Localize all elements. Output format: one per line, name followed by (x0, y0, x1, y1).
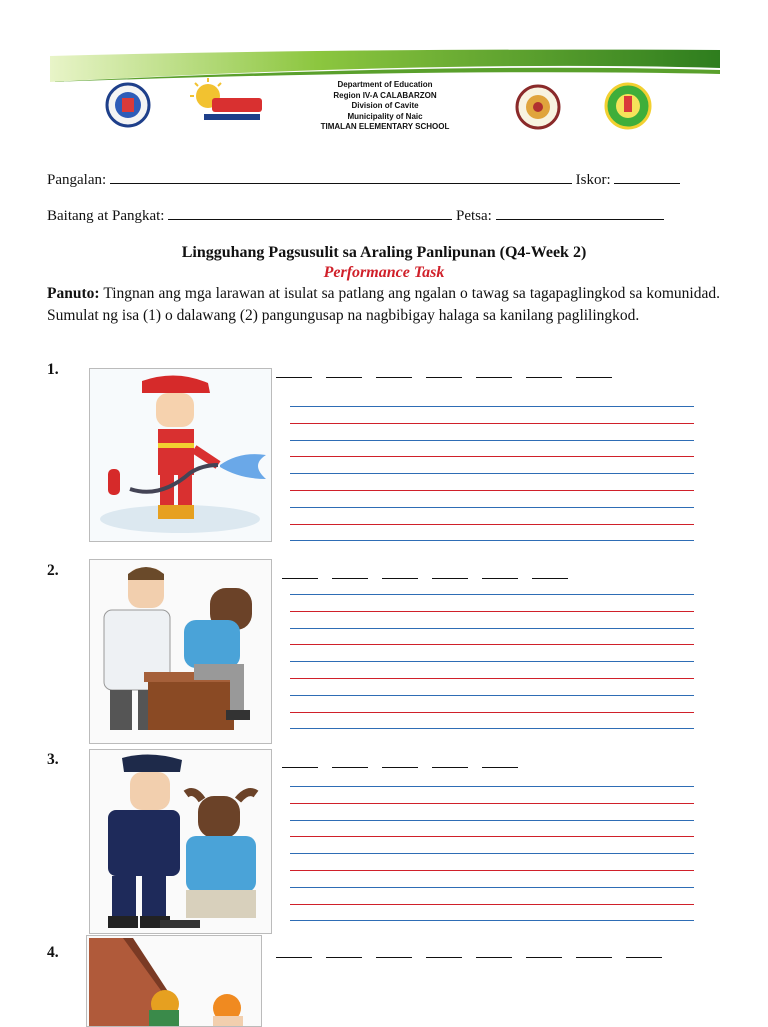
answer-blank[interactable] (276, 367, 312, 378)
answer-blank[interactable] (426, 947, 462, 958)
division-seal-icon (510, 84, 566, 130)
writing-lines-2[interactable] (290, 594, 694, 734)
deped-cavite-logo-icon (190, 78, 266, 126)
deped-seal-icon (100, 82, 156, 128)
grade-label: Baitang at Pangkat: (47, 208, 165, 224)
item-number-1: 1. (47, 361, 59, 378)
page-subtitle: Performance Task (323, 264, 445, 281)
header-line-2: Region IV-A CALABARZON (333, 90, 437, 100)
answer-blank[interactable] (576, 947, 612, 958)
page-title: Lingguhang Pagsusulit sa Araling Panlipunan (Q4-Week 2) (181, 244, 587, 261)
red-writing-line (290, 803, 694, 804)
answer-blank[interactable] (532, 568, 568, 579)
blue-writing-line (290, 473, 694, 474)
directions-text: Tingnan ang mga larawan at isulat sa patlang ang ngalan o tawag sa tagapaglingkod sa komunidad. Sumulat ng isa (1) o dalawang (2) pangungusap na nagbibigay halaga sa kanilang paglilingkod. (47, 285, 720, 324)
answer-blank[interactable] (282, 757, 318, 768)
answer-blank[interactable] (326, 367, 362, 378)
answer-blank[interactable] (326, 947, 362, 958)
score-label: Iskor: (575, 172, 611, 188)
answer-blank[interactable] (332, 757, 368, 768)
writing-lines-3[interactable] (290, 786, 694, 926)
name-label: Pangalan: (47, 172, 107, 188)
blue-writing-line (290, 920, 694, 921)
answer-blanks-2[interactable] (282, 567, 582, 584)
blue-writing-line (290, 820, 694, 821)
grade-date-row (47, 207, 664, 225)
answer-blank[interactable] (382, 568, 418, 579)
red-writing-line (290, 644, 694, 645)
answer-blank[interactable] (432, 568, 468, 579)
directions (47, 283, 720, 327)
answer-blank[interactable] (482, 757, 518, 768)
header-line-3: Division of Cavite (351, 101, 419, 110)
name-blank[interactable] (110, 171, 572, 184)
grade-blank[interactable] (168, 207, 452, 220)
answer-blank[interactable] (376, 367, 412, 378)
blue-writing-line (290, 540, 694, 541)
answer-blank[interactable] (476, 947, 512, 958)
answer-blank[interactable] (526, 947, 562, 958)
directions-label: Panuto: (47, 285, 100, 302)
answer-blanks-4[interactable] (276, 946, 676, 963)
red-writing-line (290, 836, 694, 837)
writing-lines-1[interactable] (290, 406, 694, 546)
answer-blanks-1[interactable] (276, 366, 626, 383)
red-writing-line (290, 423, 694, 424)
name-score-row (47, 171, 680, 189)
red-writing-line (290, 904, 694, 905)
answer-blank[interactable] (576, 367, 612, 378)
blue-writing-line (290, 628, 694, 629)
answer-blank[interactable] (276, 947, 312, 958)
answer-blank[interactable] (432, 757, 468, 768)
red-writing-line (290, 611, 694, 612)
red-writing-line (290, 678, 694, 679)
red-writing-line (290, 870, 694, 871)
blue-writing-line (290, 853, 694, 854)
red-writing-line (290, 524, 694, 525)
answer-blank[interactable] (526, 367, 562, 378)
blue-writing-line (290, 887, 694, 888)
header-line-4: Municipality of Naic (347, 111, 423, 121)
header-line-1: Department of Education (337, 80, 433, 89)
answer-blank[interactable] (626, 947, 662, 958)
red-writing-line (290, 490, 694, 491)
answer-blank[interactable] (476, 367, 512, 378)
blue-writing-line (290, 594, 694, 595)
item-number-2: 2. (47, 562, 59, 579)
blue-writing-line (290, 507, 694, 508)
doctor-picture (89, 559, 272, 744)
red-writing-line (290, 456, 694, 457)
header-banner (50, 46, 720, 82)
answer-blank[interactable] (382, 757, 418, 768)
date-label: Petsa: (455, 208, 492, 224)
blue-writing-line (290, 440, 694, 441)
red-writing-line (290, 712, 694, 713)
answer-blank[interactable] (426, 367, 462, 378)
answer-blank[interactable] (332, 568, 368, 579)
blue-writing-line (290, 661, 694, 662)
worker-picture (86, 935, 262, 1027)
answer-blanks-3[interactable] (282, 756, 532, 773)
school-header-text (270, 80, 500, 133)
school-seal-icon (598, 82, 658, 130)
item-number-4: 4. (47, 944, 59, 961)
answer-blank[interactable] (482, 568, 518, 579)
blue-writing-line (290, 786, 694, 787)
blue-writing-line (290, 406, 694, 407)
answer-blank[interactable] (282, 568, 318, 579)
score-blank[interactable] (614, 171, 680, 184)
blue-writing-line (290, 728, 694, 729)
blue-writing-line (290, 695, 694, 696)
firefighter-picture (89, 368, 272, 542)
header-line-5: TIMALAN ELEMENTARY SCHOOL (320, 122, 450, 131)
date-blank[interactable] (496, 207, 664, 220)
police-picture (89, 749, 272, 934)
answer-blank[interactable] (376, 947, 412, 958)
item-number-3: 3. (47, 751, 59, 768)
